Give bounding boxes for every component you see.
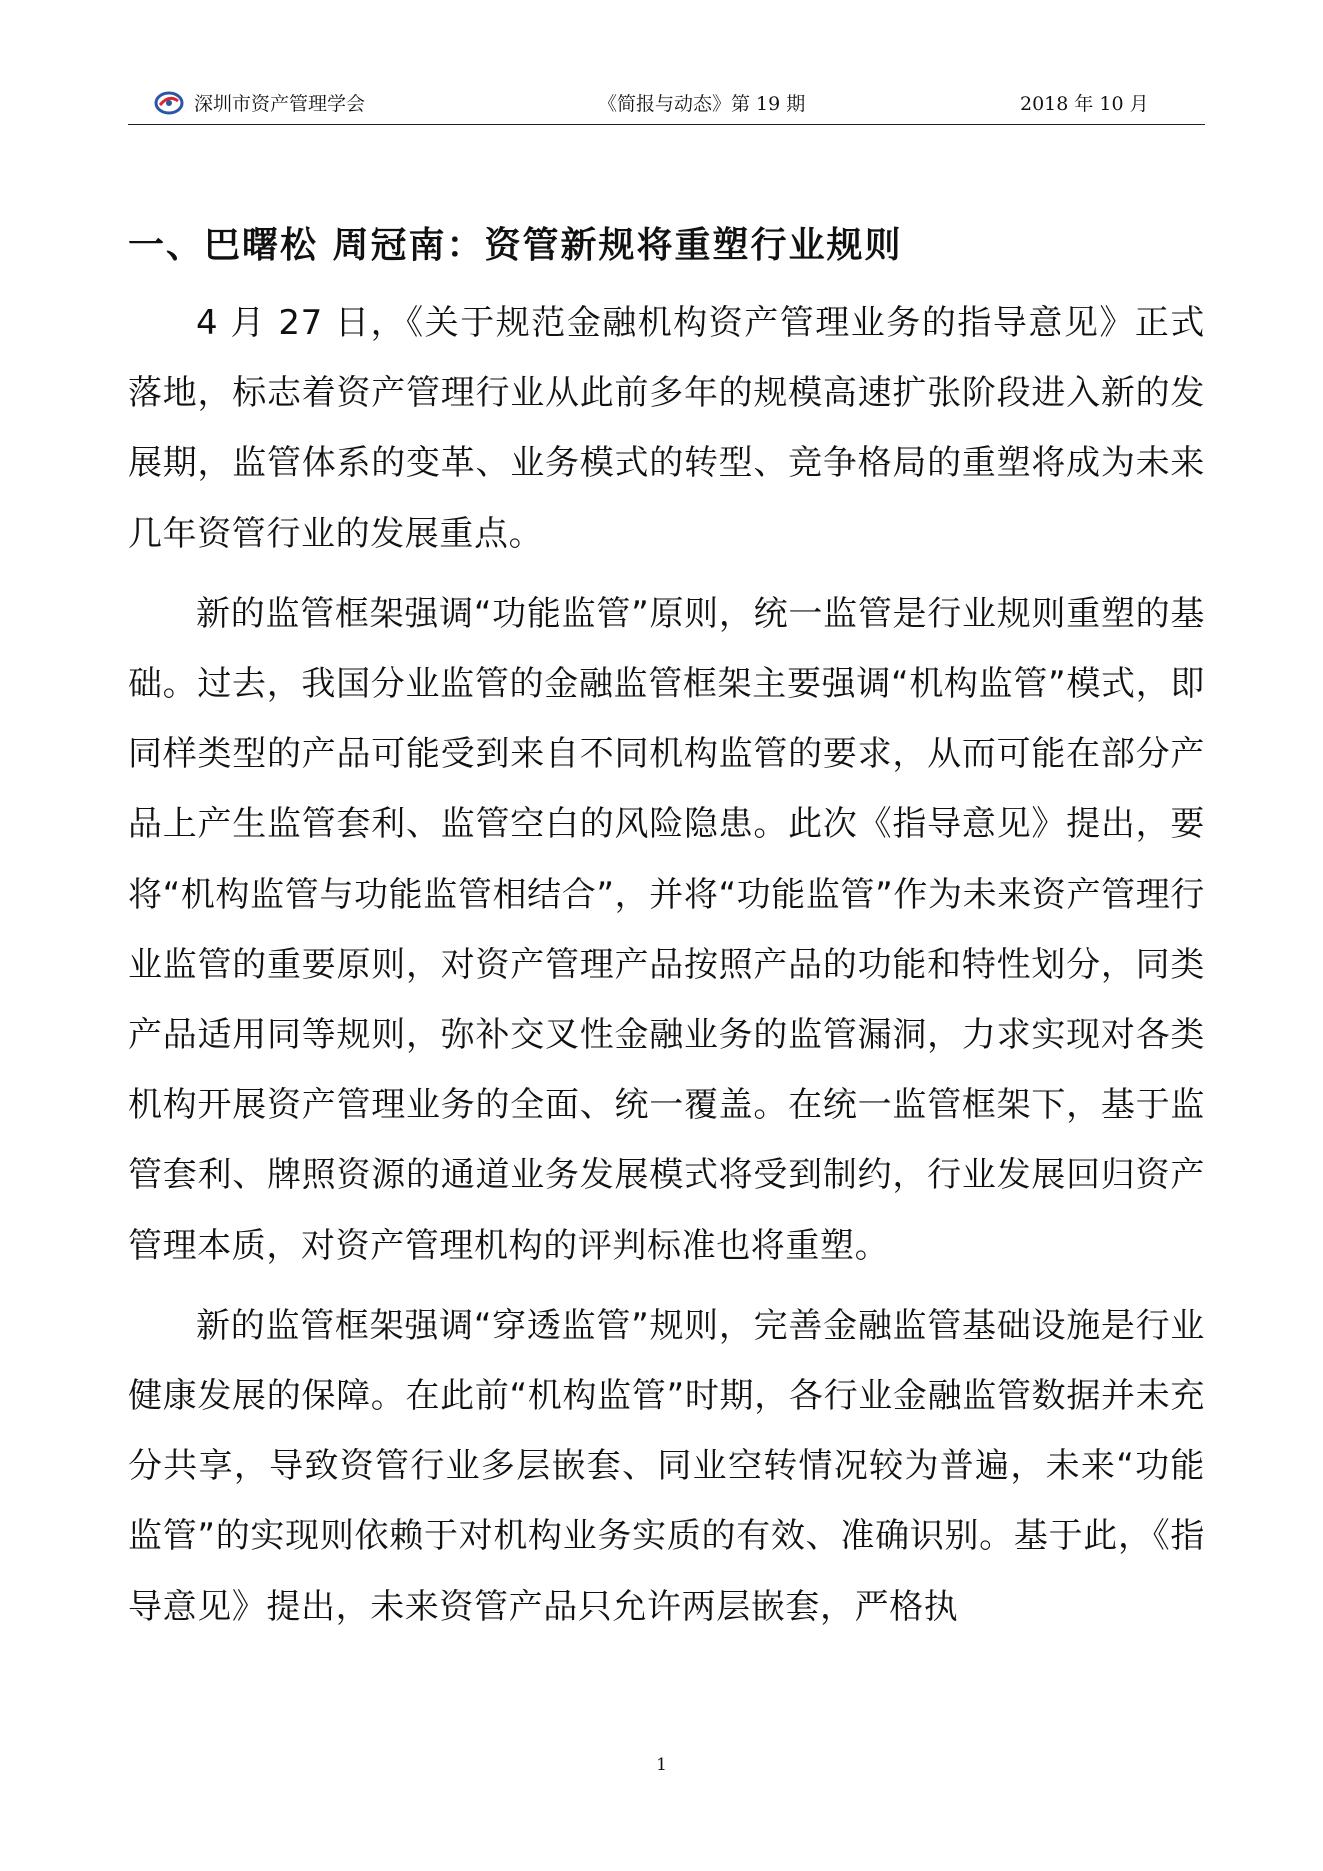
header-organization: 深圳市资产管理学会 (194, 93, 366, 115)
page-header (128, 88, 1205, 125)
page-number: 1 (656, 1755, 667, 1775)
paragraph-2: 新的监管框架强调“功能监管”原则，统一监管是行业规则重塑的基础。过去，我国分业监管的金融监管框架主要强调“机构监管”模式，即同样类型的产品可能受到来自不同机构监管的要求，从而可能在部分产品上产生监管套利、监管空白的风险隐患。此次《指导意见》提出，要将“机构监管与功能监管相结合”，并将“功能监管”作为未来资产管理行业监管的重要原则，对资产管理产品按照产品的功能和特性划分，同类产品适用同等规则，弥补交叉性金融业务的监管漏洞，力求实现对各类机构开展资产管理业务的全面、统一覆盖。在统一监管框架下，基于监管套利、牌照资源的通道业务发展模式将受到制约，行业发展回归资产管理本质，对资产管理机构的评判标准也将重塑。 (128, 593, 1205, 1266)
paragraph-1: 4 月 27 日，《关于规范金融机构资产管理业务的指导意见》正式落地，标志着资产管理行业从此前多年的规模高速扩张阶段进入新的发展期，监管体系的变革、业务模式的转型、竞争格局的重塑将成为未来几年资管行业的发展重点。 (128, 303, 1205, 554)
society-logo-icon (154, 90, 184, 116)
article-body (128, 288, 1205, 1642)
article-title: 一、巴曙松 周冠南：资管新规将重塑行业规则 (128, 225, 903, 266)
header-date: 2018 年 10 月 (1020, 93, 1149, 115)
header-issue: 《简报与动态》第 19 期 (598, 93, 806, 115)
paragraph-3: 新的监管框架强调“穿透监管”规则，完善金融监管基础设施是行业健康发展的保障。在此前“机构监管”时期，各行业金融监管数据并未充分共享，导致资管行业多层嵌套、同业空转情况较为普遍，未来“功能监管”的实现则依赖于对机构业务实质的有效、准确识别。基于此，《指导意见》提出，未来资管产品只允许两层嵌套，严格执 (128, 1305, 1205, 1627)
